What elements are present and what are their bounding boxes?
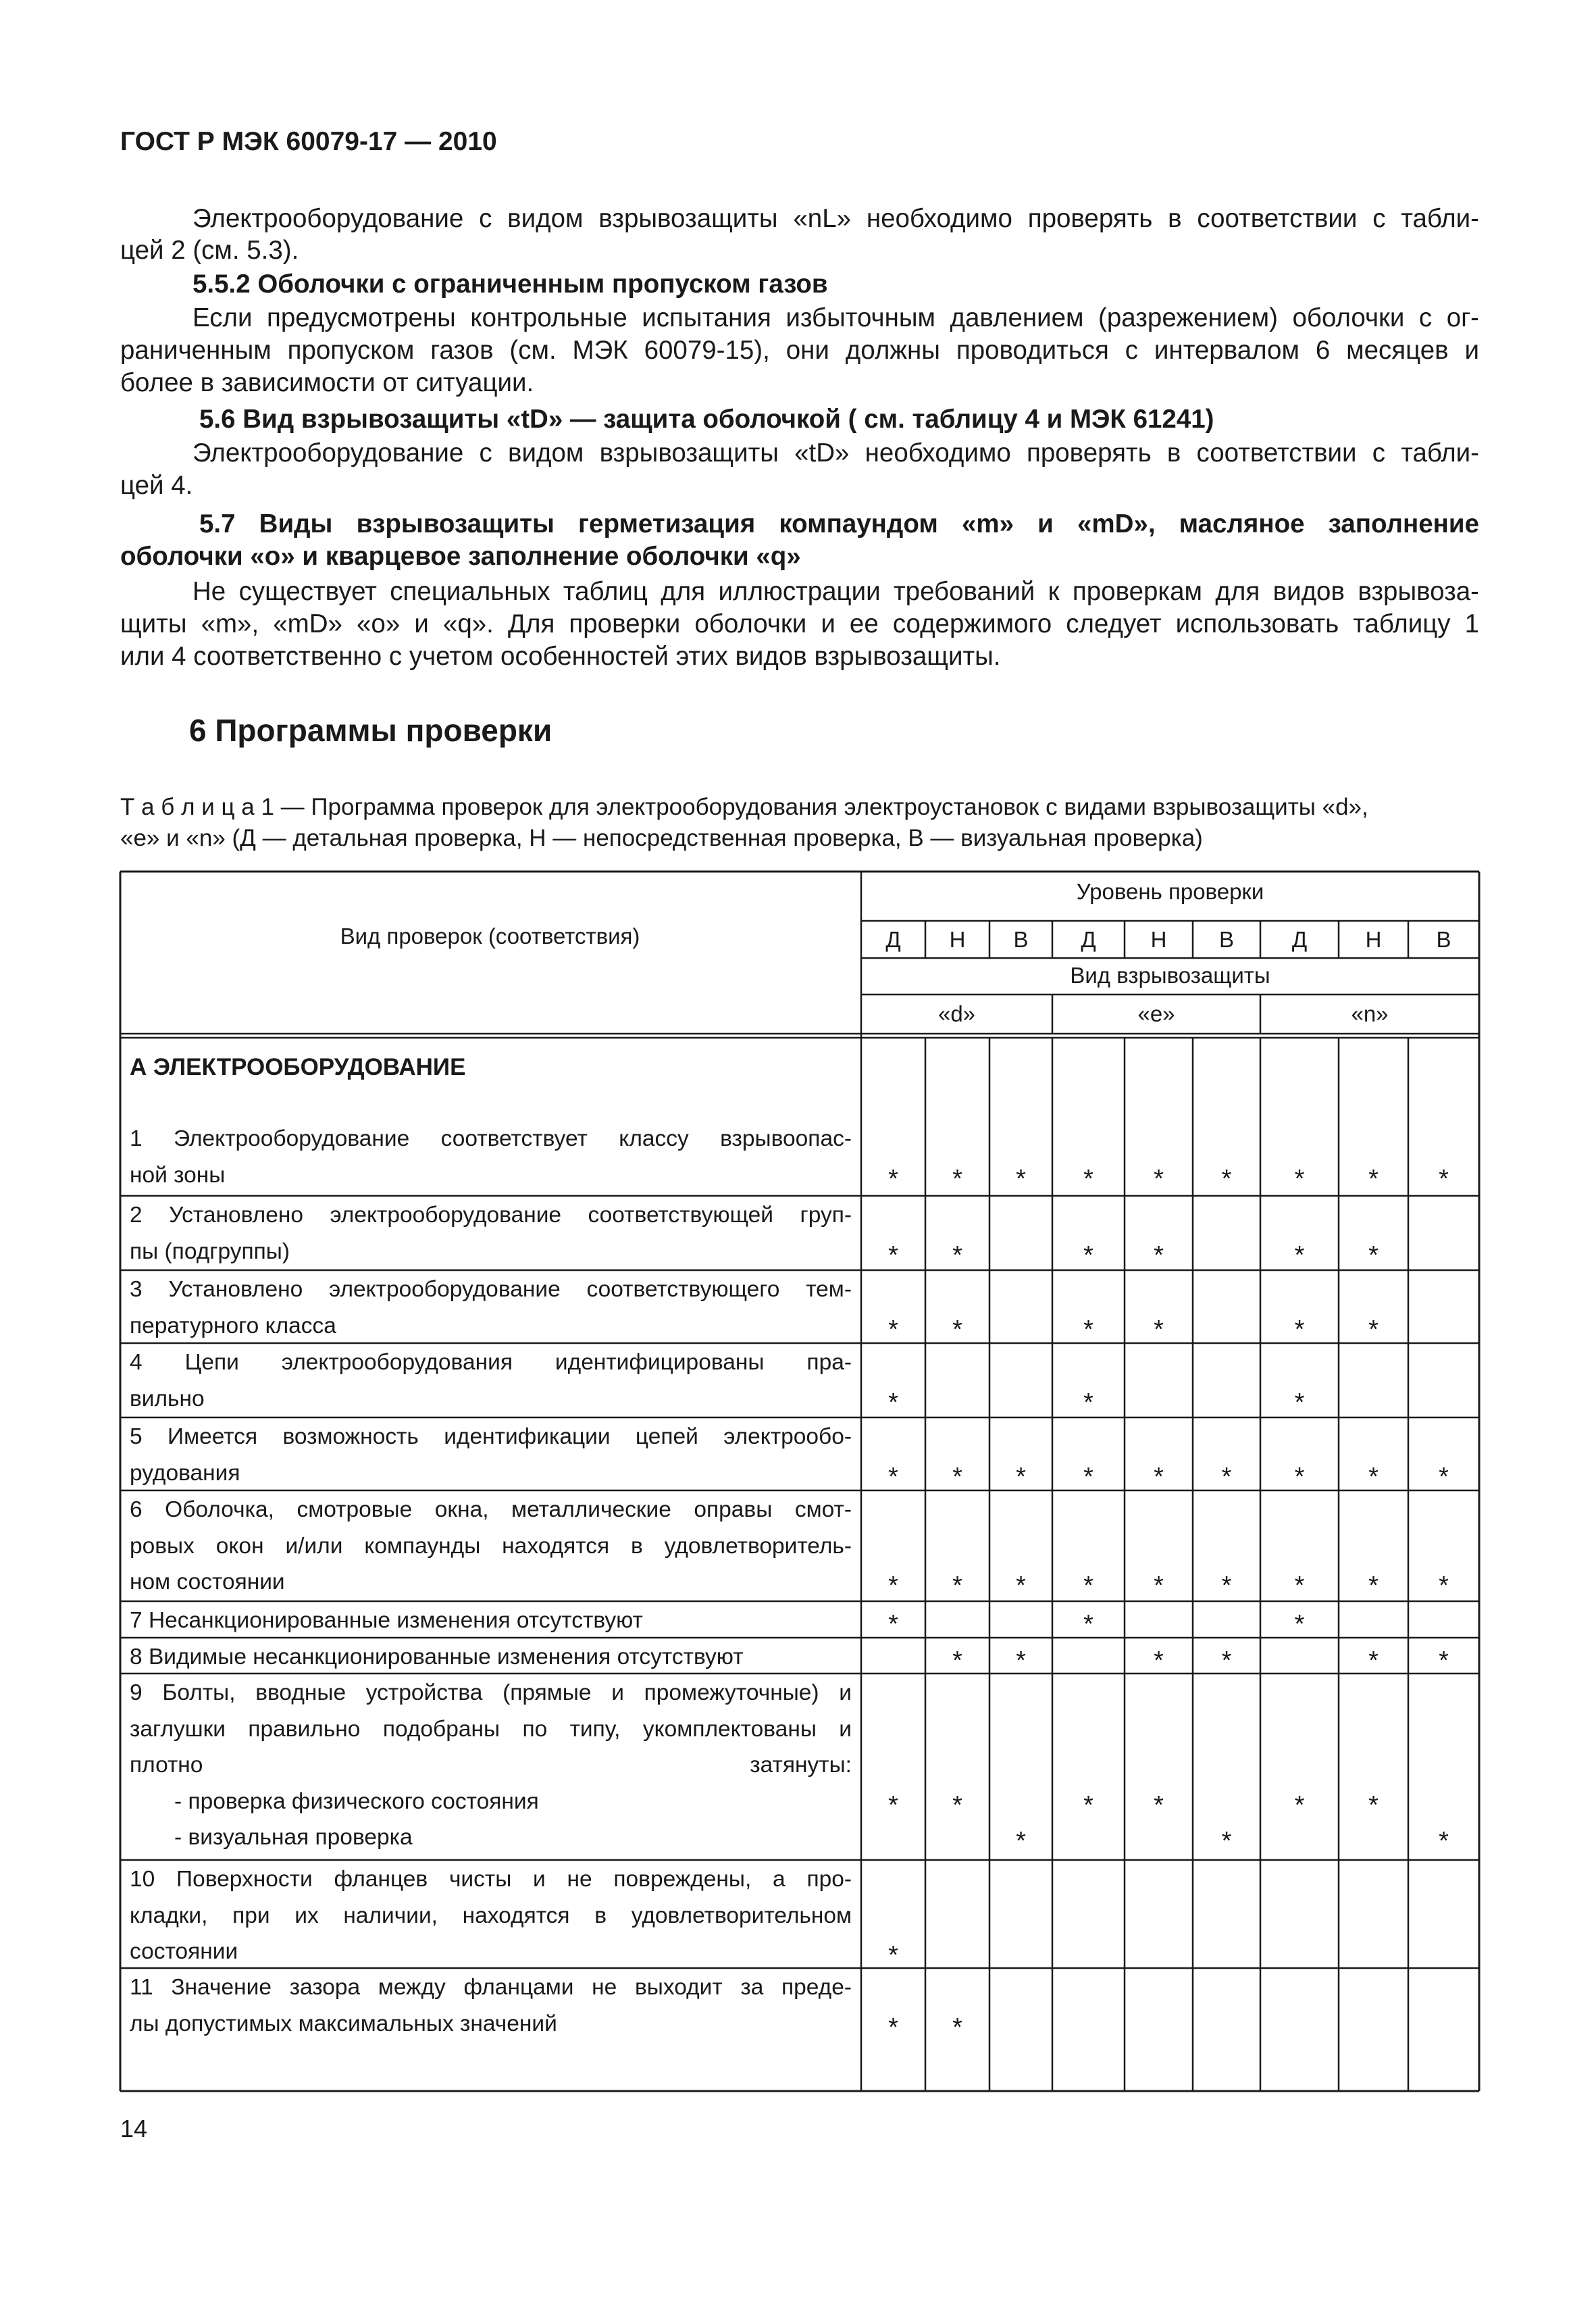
inspection-mark: * — [1368, 1790, 1379, 1819]
row-text-line: ровых окон и/или компаунды находятся в удовлетворитель- — [130, 1533, 852, 1559]
inspection-mark: * — [1221, 1164, 1232, 1193]
paragraph-td-line2: цей 4. — [120, 471, 193, 500]
inspection-mark: * — [1083, 1164, 1093, 1193]
row-text-line: 11 Значение зазора между фланцами не выходит за преде- — [130, 1975, 852, 2000]
inspection-mark: * — [888, 1388, 898, 1417]
section-title: 6 Программы проверки — [189, 713, 552, 748]
inspection-mark: * — [1016, 1164, 1026, 1193]
row-text-cell — [130, 1492, 852, 1528]
row-text-cell — [130, 1272, 852, 1308]
inspection-mark: * — [888, 1164, 898, 1193]
inspection-mark: * — [952, 1315, 962, 1344]
inspection-mark: * — [1016, 1462, 1026, 1491]
row-text-line: плотно затянуты: — [130, 1753, 852, 1778]
inspection-mark: * — [1294, 1790, 1305, 1819]
inspection-mark: * — [1083, 1462, 1093, 1491]
row-subline: - проверка физического состояния — [174, 1788, 539, 1814]
inspection-mark: * — [1154, 1646, 1164, 1675]
inspection-mark: * — [888, 2013, 898, 2042]
paragraph-restricted-line1: Если предусмотрены контрольные испытания избыточным давлением (разрежением) оболочки с ог- — [192, 303, 1479, 332]
inspection-mark: * — [888, 1610, 898, 1638]
inspection-mark: * — [1439, 1462, 1449, 1491]
row-text-cell — [130, 1969, 852, 2006]
paragraph-special-line1: Не существует специальных таблиц для иллюстрации требований к проверкам для видов взрывоза- — [192, 577, 1479, 606]
subsection-heading-5-7-line1: 5.7 Виды взрывозащиты герметизация компаундом «m» и «mD», масляное заполнение — [199, 509, 1479, 538]
inspection-mark: * — [1439, 1164, 1449, 1193]
row-text-line: 1 Электрооборудование соответствует классу взрывоопас- — [130, 1126, 852, 1151]
row-text-line: пературного класса — [130, 1313, 336, 1338]
inspection-mark: * — [1294, 1571, 1305, 1600]
inspection-mark: * — [1083, 1240, 1093, 1269]
paragraph-restricted-line3: более в зависимости от ситуации. — [120, 368, 534, 397]
inspection-mark: * — [1294, 1388, 1305, 1417]
inspection-mark: * — [1154, 1315, 1164, 1344]
inspection-mark: * — [1294, 1240, 1305, 1269]
inspection-mark: * — [888, 1315, 898, 1344]
inspection-mark: * — [1221, 1462, 1232, 1491]
inspection-mark: * — [1368, 1571, 1379, 1600]
inspection-mark: * — [1439, 1646, 1449, 1675]
row-text-cell — [130, 1528, 852, 1565]
row-text-cell — [130, 1234, 852, 1270]
inspection-mark: * — [1016, 1827, 1026, 1855]
row-text-cell — [130, 1455, 852, 1492]
row-text-cell — [130, 1711, 852, 1748]
protection-type-label: «е» — [1137, 1001, 1175, 1026]
level-label: Д — [1291, 927, 1308, 952]
inspection-mark: * — [1294, 1315, 1305, 1344]
document-code-header: ГОСТ Р МЭК 60079-17 — 2010 — [120, 127, 497, 156]
row-text-line: пы (подгруппы) — [130, 1238, 290, 1264]
row-text-cell — [130, 1419, 852, 1455]
page-number: 14 — [120, 2115, 148, 2142]
protection-type-label: «d» — [937, 1001, 976, 1026]
row-text-cell — [130, 1197, 852, 1234]
row-text-line: 9 Болты, вводные устройства (прямые и промежуточные) и — [130, 1680, 852, 1705]
row-text-line: лы допустимых максимальных значений — [130, 2011, 557, 2036]
subsection-heading-5-6: 5.6 Вид взрывозащиты «tD» — защита оболочкой ( см. таблицу 4 и МЭК 61241) — [199, 405, 1214, 434]
row-text-line: 8 Видимые несанкционированные изменения отсутствуют — [130, 1644, 744, 1669]
paragraph-special-line2: щиты «m», «mD» «о» и «q». Для проверки оболочки и ее содержимого следует использовать таблицу 1 — [120, 609, 1479, 638]
inspection-mark: * — [1368, 1164, 1379, 1193]
row-text-cell — [130, 1157, 852, 1194]
row-text-line: 7 Несанкционированные изменения отсутствуют — [130, 1608, 643, 1633]
row-text-cell — [130, 1564, 852, 1601]
paragraph-nl-line2: цей 2 (см. 5.3). — [120, 236, 299, 265]
row-subline: - визуальная проверка — [174, 1825, 413, 1850]
inspection-mark: * — [888, 1571, 898, 1600]
inspection-mark: * — [1294, 1164, 1305, 1193]
inspection-mark: * — [952, 1571, 962, 1600]
inspection-mark: * — [1154, 1571, 1164, 1600]
level-label: Н — [1365, 927, 1382, 952]
row-text-line: кладки, при их наличии, находятся в удовлетворительном — [130, 1903, 852, 1928]
inspection-mark: * — [1083, 1571, 1093, 1600]
table-caption-line2: «е» и «n» (Д — детальная проверка, Н — непосредственная проверка, В — визуальная проверка) — [120, 825, 1203, 851]
row-text-line: рудования — [130, 1460, 240, 1486]
inspection-mark: * — [1221, 1827, 1232, 1855]
row-text-cell — [130, 1934, 852, 1970]
row-text-cell — [130, 1898, 852, 1934]
level-label: Д — [1081, 927, 1096, 952]
table-header-inspection-level: Уровень проверки — [1076, 879, 1264, 904]
row-text-line: заглушки правильно подобраны по типу, укомплектованы и — [130, 1716, 852, 1742]
inspection-mark: * — [1439, 1571, 1449, 1600]
level-label: В — [1013, 927, 1029, 952]
row-text-cell — [130, 1308, 852, 1344]
inspection-mark: * — [888, 1790, 898, 1819]
table-header-inspection-type: Вид проверок (соответствия) — [340, 924, 640, 949]
inspection-mark: * — [1016, 1571, 1026, 1600]
table-section-label: А ЭЛЕКТРООБОРУДОВАНИЕ — [130, 1054, 466, 1080]
row-text-cell — [130, 1344, 852, 1381]
inspection-mark: * — [1294, 1610, 1305, 1638]
row-text-line: 10 Поверхности фланцев чисты и не повреждены, а про- — [130, 1867, 852, 1892]
row-text-cell — [130, 1381, 852, 1417]
inspection-mark: * — [888, 1462, 898, 1491]
inspection-mark: * — [1368, 1240, 1379, 1269]
level-label: В — [1218, 927, 1234, 952]
row-text-line: вильно — [130, 1386, 205, 1411]
inspection-mark: * — [1221, 1571, 1232, 1600]
level-label: В — [1436, 927, 1451, 952]
paragraph-restricted-line2: раниченным пропуском газов (см. МЭК 60079-15), они должны проводиться с интервалом 6 месяцев и — [120, 336, 1479, 365]
inspection-mark: * — [1154, 1790, 1164, 1819]
inspection-mark: * — [1083, 1315, 1093, 1344]
inspection-mark: * — [1154, 1462, 1164, 1491]
protection-type-label: «n» — [1351, 1001, 1389, 1026]
inspection-mark: * — [1368, 1462, 1379, 1491]
subsection-heading-5-7-line2: оболочки «о» и кварцевое заполнение оболочки «q» — [120, 542, 801, 571]
inspection-mark: * — [1083, 1610, 1093, 1638]
row-text-line: ном состоянии — [130, 1569, 285, 1594]
row-text-line: 2 Установлено электрооборудование соответствующей груп- — [130, 1203, 852, 1228]
row-text-cell — [130, 1121, 852, 1157]
inspection-mark: * — [1368, 1315, 1379, 1344]
row-text-cell — [130, 1861, 852, 1898]
inspection-mark: * — [1439, 1827, 1449, 1855]
table-caption-line1: Т а б л и ц а 1 — Программа проверок для электрооборудования электроустановок с видами взрывозащиты «d», — [120, 794, 1368, 820]
level-label: Н — [1150, 927, 1167, 952]
row-text-cell — [130, 2006, 852, 2042]
row-text-cell — [130, 1639, 852, 1676]
row-text-line: 5 Имеется возможность идентификации цепей электрообо- — [130, 1424, 852, 1449]
inspection-mark: * — [952, 1164, 962, 1193]
inspection-mark: * — [1083, 1388, 1093, 1417]
level-label: Д — [885, 927, 901, 952]
row-text-line: состоянии — [130, 1939, 238, 1964]
subsection-heading-5-5-2: 5.5.2 Оболочки с ограниченным пропуском газов — [192, 270, 828, 299]
inspection-mark: * — [952, 1790, 962, 1819]
inspection-mark: * — [1294, 1462, 1305, 1491]
inspection-mark: * — [1083, 1790, 1093, 1819]
inspection-mark: * — [952, 2013, 962, 2042]
inspection-mark: * — [888, 1240, 898, 1269]
inspection-mark: * — [952, 1646, 962, 1675]
inspection-mark: * — [952, 1462, 962, 1491]
row-text-cell — [130, 1603, 852, 1639]
row-text-line: 4 Цепи электрооборудования идентифицированы пра- — [130, 1350, 852, 1375]
paragraph-nl-line1: Электрооборудование с видом взрывозащиты «nL» необходимо проверять в соответствии с табли- — [192, 204, 1479, 233]
paragraph-td-line1: Электрооборудование с видом взрывозащиты «tD» необходимо проверять в соответствии с табли- — [192, 438, 1479, 468]
row-text-line: 3 Установлено электрооборудование соответствующего тем- — [130, 1277, 852, 1302]
inspection-mark: * — [1154, 1240, 1164, 1269]
table-header-protection-type: Вид взрывозащиты — [1070, 963, 1270, 988]
row-text-line: 6 Оболочка, смотровые окна, металлические оправы смот- — [130, 1497, 852, 1522]
inspection-mark: * — [1368, 1646, 1379, 1675]
row-text-line: ной зоны — [130, 1162, 226, 1188]
inspection-mark: * — [1154, 1164, 1164, 1193]
row-text-cell — [130, 1675, 852, 1711]
paragraph-special-line3: или 4 соответственно с учетом особенностей этих видов взрывозащиты. — [120, 642, 1001, 671]
row-text-cell — [130, 1747, 852, 1784]
inspection-mark: * — [1016, 1646, 1026, 1675]
inspection-mark: * — [952, 1240, 962, 1269]
inspection-mark: * — [1221, 1646, 1232, 1675]
level-label: Н — [949, 927, 966, 952]
inspection-mark: * — [888, 1941, 898, 1969]
